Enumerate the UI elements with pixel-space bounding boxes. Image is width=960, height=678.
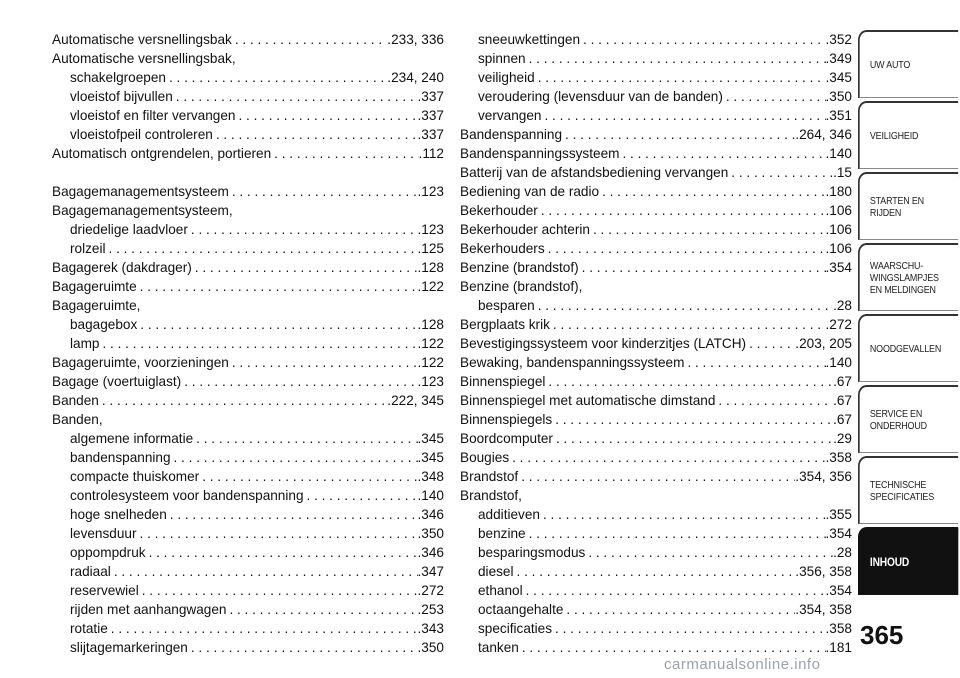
- index-term: Bevestigingssysteem voor kinderzitjes (LATCH): [460, 336, 747, 351]
- dot-leader: [137, 315, 417, 334]
- index-term: Banden,: [52, 412, 103, 427]
- index-term: Bagagemanagementsysteem: [52, 184, 229, 199]
- page-reference: .351: [825, 108, 852, 123]
- index-term: veiligheid: [478, 70, 535, 85]
- index-subentry: [52, 315, 444, 334]
- index-term: Bekerhouders: [460, 241, 545, 256]
- index-term: Automatisch ontgrendelen, portieren: [52, 146, 272, 161]
- index-subentry: [52, 581, 444, 600]
- dot-leader: [304, 486, 418, 505]
- dot-leader: [111, 562, 418, 581]
- section-tab-label: VEILIGHEID: [869, 129, 919, 142]
- page-reference: .350: [417, 640, 444, 655]
- dot-leader: [541, 106, 825, 125]
- dot-leader: [728, 163, 833, 182]
- dot-leader: [526, 524, 826, 543]
- index-entry: [460, 448, 852, 467]
- page-reference: .67: [833, 393, 852, 408]
- index-term: Bandenspanningssysteem: [460, 146, 620, 161]
- index-subentry: [52, 638, 444, 657]
- index-term: additieven: [478, 507, 540, 522]
- page-reference: .356, 358: [795, 564, 852, 579]
- index-subentry: [52, 505, 444, 524]
- page-reference: .352: [825, 32, 852, 47]
- index-term: bagagebox: [70, 317, 138, 332]
- index-subentry: [52, 106, 444, 125]
- page-reference: .264, 346: [795, 127, 852, 142]
- index-entry: [52, 258, 444, 277]
- index-term: Binnenspiegel met automatische dimstand: [460, 393, 716, 408]
- page-reference: .346: [417, 545, 444, 560]
- page-reference: .122: [417, 355, 444, 370]
- dot-leader: [167, 505, 418, 524]
- index-entry: [460, 239, 852, 258]
- page-reference: .28: [833, 298, 852, 313]
- dot-leader: [562, 125, 795, 144]
- page-reference: .181: [825, 640, 852, 655]
- index-term: Bergplaats krik: [460, 317, 550, 332]
- index-term: Bekerhouder achterin: [460, 222, 590, 237]
- dot-leader: [535, 296, 833, 315]
- index-term: octaangehalte: [478, 602, 564, 617]
- index-subentry: [52, 334, 444, 353]
- index-term: vloeistof bijvullen: [70, 89, 173, 104]
- page-reference: .347: [417, 564, 444, 579]
- index-term: algemene informatie: [70, 431, 194, 446]
- dot-leader: [518, 467, 795, 486]
- dot-leader: [684, 353, 825, 372]
- dot-leader: [226, 600, 417, 619]
- page-reference: .122: [417, 279, 444, 294]
- section-tab[interactable]: [858, 385, 958, 453]
- page-reference: .140: [825, 146, 852, 161]
- dot-leader: [193, 429, 417, 448]
- dot-leader: [199, 467, 417, 486]
- index-term: Bagageruimte,: [52, 298, 141, 313]
- dot-leader: [519, 638, 826, 657]
- dot-leader: [599, 182, 825, 201]
- dot-leader: [173, 87, 418, 106]
- page-reference: .348: [417, 469, 444, 484]
- dot-leader: [235, 106, 417, 125]
- index-entry: [52, 372, 444, 391]
- index-term: ethanol: [478, 583, 523, 598]
- section-tab[interactable]: [858, 314, 958, 382]
- page-reference: .234, 240: [387, 70, 444, 85]
- index-subentry: [52, 619, 444, 638]
- index-subentry: [460, 49, 852, 68]
- dot-leader: [181, 372, 417, 391]
- page-reference: .354, 356: [795, 469, 852, 484]
- index-entry: [52, 391, 444, 410]
- index-subentry: [460, 581, 852, 600]
- index-term: slijtagemarkeringen: [70, 640, 188, 655]
- page-reference: .337: [417, 127, 444, 142]
- index-entry: [52, 353, 444, 372]
- index-subentry: [52, 486, 444, 505]
- index-term: lamp: [70, 336, 100, 351]
- index-entry: [460, 182, 852, 201]
- index-term: rolzeil: [70, 241, 106, 256]
- page-reference: .29: [833, 431, 852, 446]
- dot-leader: [553, 429, 833, 448]
- index-entry: [460, 201, 852, 220]
- index-term: spinnen: [478, 51, 526, 66]
- index-subentry: [460, 600, 852, 619]
- page-number: 365: [860, 620, 904, 650]
- index-term: reservewiel: [70, 583, 139, 598]
- index-subentry: [460, 524, 852, 543]
- index-subentry: [460, 619, 852, 638]
- index-term: Bediening van de radio: [460, 184, 600, 199]
- section-tab[interactable]: [858, 243, 958, 311]
- dot-leader: [550, 315, 826, 334]
- dot-leader: [715, 391, 833, 410]
- index-entry: [460, 334, 852, 353]
- page-reference: .272: [825, 317, 852, 332]
- index-term: controlesysteem voor bandenspanning: [70, 488, 304, 503]
- dot-leader: [552, 410, 833, 429]
- index-term: oppompdruk: [70, 545, 146, 560]
- index-subentry: [460, 543, 852, 562]
- page-reference: .358: [825, 450, 852, 465]
- page-reference: .222, 345: [387, 393, 444, 408]
- page-reference: .15: [833, 165, 852, 180]
- index-entry: [52, 182, 444, 201]
- index-entry: [460, 125, 852, 144]
- index-entry: [460, 353, 852, 372]
- dot-leader: [271, 144, 418, 163]
- index-subentry: [52, 600, 444, 619]
- dot-leader: [171, 448, 418, 467]
- index-entry: [52, 144, 444, 163]
- index-entry: [460, 429, 852, 448]
- dot-leader: [563, 600, 795, 619]
- index-subentry: [460, 562, 852, 581]
- index-term: Automatische versnellingsbak,: [52, 51, 236, 66]
- index-entry: [52, 30, 444, 49]
- page-reference: .112: [418, 146, 444, 161]
- index-column-left: [52, 30, 444, 657]
- index-entry: [460, 258, 852, 277]
- page-reference: .140: [825, 355, 852, 370]
- dot-leader: [509, 448, 825, 467]
- dot-leader: [229, 182, 418, 201]
- page-reference: .140: [417, 488, 444, 503]
- section-tab-label: TECHNISCHE SPECIFICATIES: [869, 478, 934, 503]
- section-tab[interactable]: [858, 172, 958, 240]
- index-term: Brandstof: [460, 469, 519, 484]
- dot-leader: [514, 562, 796, 581]
- section-tab-sidebar: [858, 30, 960, 598]
- dot-leader: [108, 619, 418, 638]
- dot-leader: [137, 524, 418, 543]
- page-reference: .106: [825, 241, 852, 256]
- page-reference: .337: [417, 108, 444, 123]
- section-tab-label: STARTEN EN RIJDEN: [869, 194, 924, 219]
- dot-leader: [523, 581, 826, 600]
- page-reference: .345: [417, 431, 444, 446]
- index-entry: [460, 163, 852, 182]
- index-subentry: [52, 562, 444, 581]
- page-reference: .128: [417, 260, 444, 275]
- page-reference: .354: [825, 526, 852, 541]
- dot-leader: [545, 372, 833, 391]
- index-term: Banden: [52, 393, 99, 408]
- index-term: Automatische versnellingsbak: [52, 32, 232, 47]
- section-tab-label: UW AUTO: [869, 58, 911, 71]
- index-term: driedelige laadvloer: [70, 222, 188, 237]
- index-term: rotatie: [70, 621, 108, 636]
- index-subentry: [460, 638, 852, 657]
- dot-leader: [229, 353, 418, 372]
- dot-leader: [137, 277, 418, 296]
- page-reference: .346: [417, 507, 444, 522]
- index-entry: [52, 201, 444, 220]
- index-term: Bagagerek (dakdrager): [52, 260, 192, 275]
- page-reference: .349: [825, 51, 852, 66]
- index-term: hoge snelheden: [70, 507, 167, 522]
- dot-leader: [723, 87, 826, 106]
- index-term: benzine: [478, 526, 526, 541]
- index-subentry: [460, 106, 852, 125]
- page-reference: .358: [825, 621, 852, 636]
- dot-leader: [139, 581, 418, 600]
- dot-leader: [540, 505, 826, 524]
- index-term: vloeistofpeil controleren: [70, 127, 213, 142]
- page-reference: .253: [417, 602, 444, 617]
- index-term: Bagagemanagementsysteem,: [52, 203, 233, 218]
- page-reference: .125: [417, 241, 444, 256]
- section-tab[interactable]: [858, 30, 958, 98]
- index-term: radiaal: [70, 564, 111, 579]
- dot-leader: [146, 543, 418, 562]
- dot-leader: [188, 220, 418, 239]
- page-reference: .354, 358: [795, 602, 852, 617]
- index-term: sneeuwkettingen: [478, 32, 581, 47]
- page-reference: .350: [825, 89, 852, 104]
- dot-leader: [580, 30, 826, 49]
- dot-leader: [166, 68, 387, 87]
- dot-leader: [535, 68, 826, 87]
- section-tab[interactable]: [858, 101, 958, 169]
- index-entry: [460, 486, 852, 505]
- index-term: Benzine (brandstof),: [460, 279, 583, 294]
- index-subentry: [52, 239, 444, 258]
- page-reference: .203, 205: [795, 336, 852, 351]
- dot-leader: [746, 334, 795, 353]
- index-term: Bagageruimte: [52, 279, 137, 294]
- index-subentry: [52, 429, 444, 448]
- page-reference: .106: [825, 222, 852, 237]
- index-entry: [460, 220, 852, 239]
- dot-leader: [99, 334, 417, 353]
- page-reference: .128: [417, 317, 444, 332]
- index-entry: [460, 315, 852, 334]
- index-term: besparen: [478, 298, 535, 313]
- dot-leader: [99, 391, 387, 410]
- section-tab-label: SERVICE EN ONDERHOUD: [869, 407, 927, 432]
- index-term: Brandstof,: [460, 488, 522, 503]
- index-term: bandenspanning: [70, 450, 171, 465]
- page-reference: .355: [825, 507, 852, 522]
- page-reference: .354: [825, 260, 852, 275]
- index-term: diesel: [478, 564, 514, 579]
- page-reference: .343: [417, 621, 444, 636]
- index-term: rijden met aanhangwagen: [70, 602, 227, 617]
- index-term: Binnenspiegel: [460, 374, 546, 389]
- index-entry: [460, 467, 852, 486]
- index-term: levensduur: [70, 526, 137, 541]
- dot-leader: [590, 220, 826, 239]
- index-subentry: [52, 448, 444, 467]
- index-subentry: [52, 220, 444, 239]
- index-term: schakelgroepen: [70, 70, 166, 85]
- page-reference: .67: [833, 412, 852, 427]
- index-term: Batterij van de afstandsbediening vervangen: [460, 165, 729, 180]
- dot-leader: [545, 239, 826, 258]
- page-reference: .345: [417, 450, 444, 465]
- dot-leader: [619, 144, 825, 163]
- index-subentry: [52, 543, 444, 562]
- index-term: veroudering (levensduur van de banden): [478, 89, 723, 104]
- page-reference: .106: [825, 203, 852, 218]
- index-term: vloeistof en filter vervangen: [70, 108, 236, 123]
- dot-leader: [232, 30, 387, 49]
- index-entry: [52, 296, 444, 315]
- section-tab-label: NOODGEVALLEN: [869, 342, 942, 355]
- index-subentry: [460, 30, 852, 49]
- index-term: specificaties: [478, 621, 553, 636]
- index-term: Binnenspiegels: [460, 412, 553, 427]
- index-subentry: [52, 125, 444, 144]
- page-reference: .233, 336: [387, 32, 444, 47]
- section-tab-label: INHOUD: [869, 554, 910, 569]
- index-subentry: [460, 505, 852, 524]
- page-reference: .67: [833, 374, 852, 389]
- dot-leader: [192, 258, 418, 277]
- index-entry: [460, 410, 852, 429]
- page-reference: .123: [417, 374, 444, 389]
- index-term: Benzine (brandstof): [460, 260, 579, 275]
- index-term: vervangen: [478, 108, 542, 123]
- index-term: Bewaking, bandenspanningssysteem: [460, 355, 685, 370]
- index-entry: [460, 277, 852, 296]
- page-reference: .272: [417, 583, 444, 598]
- index-subentry: [460, 296, 852, 315]
- dot-leader: [526, 49, 826, 68]
- dot-leader: [188, 638, 418, 657]
- index-entry: [52, 49, 444, 68]
- page-reference: .354: [825, 583, 852, 598]
- page-reference: .345: [825, 70, 852, 85]
- index-term: compacte thuiskomer: [70, 469, 200, 484]
- index-subentry: [460, 68, 852, 87]
- index-entry: [460, 144, 852, 163]
- index-term: Bandenspanning: [460, 127, 563, 142]
- page-reference: .123: [417, 184, 444, 199]
- index-subentry: [460, 87, 852, 106]
- dot-leader: [538, 201, 826, 220]
- index-entry: [460, 372, 852, 391]
- index-subentry: [52, 524, 444, 543]
- page-reference: .337: [417, 89, 444, 104]
- index-term: Boordcomputer: [460, 431, 553, 446]
- index-entry: [52, 277, 444, 296]
- page-reference: .28: [833, 545, 852, 560]
- index-column-right: [460, 30, 852, 657]
- index-term: besparingsmodus: [478, 545, 586, 560]
- index-term: tanken: [478, 640, 519, 655]
- dot-leader: [585, 543, 833, 562]
- section-tab[interactable]: [858, 527, 958, 595]
- section-tab-label: WAARSCHU- WINGSLAMPJES EN MELDINGEN: [869, 259, 939, 296]
- index-subentry: [52, 467, 444, 486]
- index-term: Bougies: [460, 450, 510, 465]
- watermark: carmanualsonline.info: [664, 656, 821, 673]
- dot-leader: [106, 239, 418, 258]
- section-tab[interactable]: [858, 456, 958, 524]
- index-term: Bagage (voertuiglast): [52, 374, 182, 389]
- page-reference: .350: [417, 526, 444, 541]
- index-subentry: [52, 68, 444, 87]
- page-reference: .122: [417, 336, 444, 351]
- index-entry: [460, 391, 852, 410]
- dot-leader: [552, 619, 825, 638]
- dot-leader: [213, 125, 418, 144]
- index-entry: [52, 410, 444, 429]
- page-reference: .123: [417, 222, 444, 237]
- page-reference: .180: [825, 184, 852, 199]
- index-subentry: [52, 87, 444, 106]
- index-term: Bekerhouder: [460, 203, 538, 218]
- dot-leader: [579, 258, 826, 277]
- index-term: Bagageruimte, voorzieningen: [52, 355, 229, 370]
